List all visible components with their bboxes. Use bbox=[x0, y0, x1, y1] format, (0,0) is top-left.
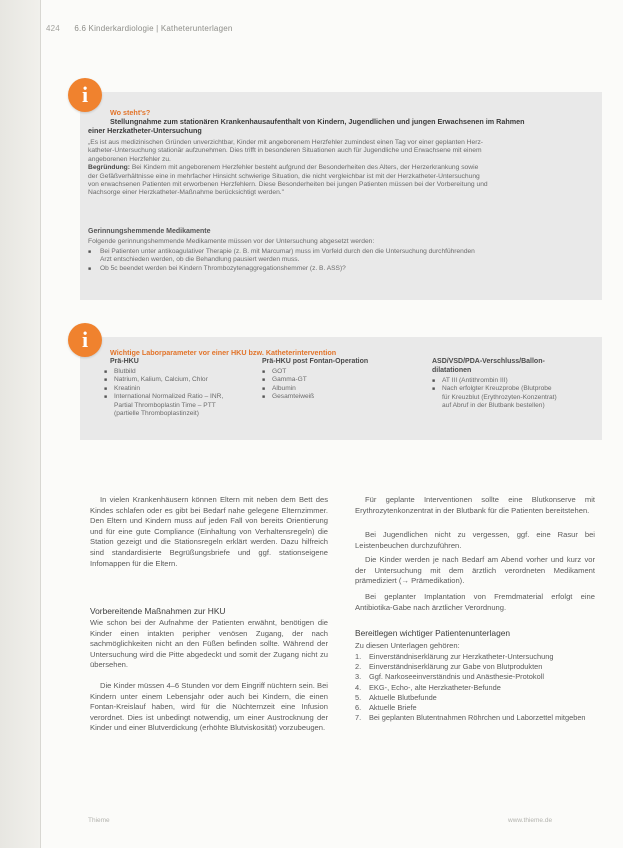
box1-reason-line: Bei Kindern mit angeborenem Herzfehler besteht aufgrund der Besonderheiten des Alters, der Herzerkrankung sowie bbox=[129, 164, 479, 172]
box1-title-line-2: einer Herzkatheter-Untersuchung bbox=[88, 126, 202, 135]
list-item: 5. Aktuelle Blutbefunde bbox=[355, 692, 437, 702]
info-icon: i bbox=[68, 323, 102, 357]
running-title: 6.6 Kinderkardiologie | Katheterunterlagen bbox=[74, 24, 233, 33]
list-item: ■ Nach erfolgter Kreuzprobe (Blutprobe für Kreuzblut (Erythrozyten-Konzentrat) auf Abruf in der Blutbank bestellen) bbox=[432, 385, 597, 410]
list-item: ■ Natrium, Kalium, Calcium, Chlor bbox=[104, 376, 264, 384]
list-item: ■ Gesamteiweiß bbox=[262, 393, 412, 401]
list-item: 6. Aktuelle Briefe bbox=[355, 703, 417, 713]
box1-reason-line: der Gefäßverhältnisse eine in mehrfacher Hinsicht schwierige Situation, die nicht vergleichbar ist mit der Herzkatheter-Untersuchung bbox=[88, 172, 480, 180]
box1-subheading: Gerinnungshemmende Medikamente bbox=[88, 228, 211, 235]
list-item: 7. Bei geplanten Blutentnahmen Röhrchen und Laborzettel mitgeben bbox=[355, 713, 586, 723]
list-item: 4. EKG-, Echo-, alte Herzkatheter-Befunde bbox=[355, 682, 501, 692]
box2-kicker: Wichtige Laborparameter vor einer HKU bzw. Katheterintervention bbox=[110, 348, 337, 357]
list-item: 1. Einverständniserklärung zur Herzkatheter-Untersuchung bbox=[355, 652, 554, 661]
list-item: ■ Albumin bbox=[262, 385, 412, 393]
body-left-para-3: Die Kinder müssen 4–6 Stunden vor dem Eingriff nüchtern sein. Bei Kindern unter einem Lebensjahr oder auch bei Kindern, die einen Fontan-Kreislauf haben, wird für die Nüchternzeit eine Infusion verordnet. Dies ist unbedingt notwendig, um einer Austrocknung der Kinder und einer Blutverdickung (erhöhte Blutviskosität) vorzubeugen. bbox=[90, 681, 328, 733]
body-left-para-1: In vielen Krankenhäusern können Eltern mit neben dem Bett des Kindes schlafen oder es gibt bei Bedarf nahe gelegene Elternzimmer. Den Eltern und Kindern muss auf jeden Fall von bereits Orientierung und für eine gute Compliance (Einhaltung von Verhaltensregeln) die Station gezeigt und die Stationsregeln erklärt werden. Dazu hilfreich sind standardisierte Begrüßungsbriefe und ggf. stationseigene Infomappen für die Eltern. bbox=[90, 495, 328, 568]
documents-list bbox=[355, 652, 595, 723]
col3-list bbox=[432, 377, 597, 411]
list-item: ■ Ob 5c beendet werden bei Kindern Thrombozytenaggregationshemmer (z. B. ASS)? bbox=[88, 265, 594, 273]
body-left-para-2: Wie schon bei der Aufnahme der Patienten erwähnt, benötigen die Kinder einen intakten peripher venösen Zugang, der nach sachmöglichkeiten nicht an den Füßen befinden sollte. Während der Untersuchung wird die Pitte abgedeckt und somit der Zugang nicht zu übersehen. bbox=[90, 618, 328, 670]
footer-url: www.thieme.de bbox=[508, 817, 553, 824]
box1-bullet-list bbox=[88, 248, 594, 273]
box1-text-line: angeborenen Herzfehler zu. bbox=[88, 155, 171, 163]
col3-heading: ASD/VSD/PDA-Verschluss/Ballon- dilatationen bbox=[432, 358, 545, 374]
box1-reason-line: von erwachsenen Patienten mit erworbenen Herzfehlern. Diese Besonderheiten bei jungen Patienten müssen bei der Vorbereitung und bbox=[88, 181, 488, 189]
list-item: ■ Kreatinin bbox=[104, 385, 264, 393]
documents-intro: Zu diesen Unterlagen gehören: bbox=[355, 641, 460, 650]
box1-text-line: „Es ist aus medizinischen Gründen unverzichtbar, Kinder mit angeborenem Herzfehler zumindest einen Tag vor einer geplanten Herz- bbox=[88, 139, 484, 146]
box1-subintro: Folgende gerinnungshemmende Medikamente müssen vor der Untersuchung abgesetzt werden: bbox=[88, 238, 375, 245]
list-item: ■ International Normalized Ratio – INR, Partial Thromboplastin Time – PTT (partielle Thromboplastinzeit) bbox=[104, 393, 264, 418]
body-right-para-1: Für geplante Interventionen sollte eine Blutkonserve mit Erythrozytenkonzentrat in der Blutbank für die Patienten bereitstehen. bbox=[355, 495, 595, 515]
list-item: ■ Bei Patienten unter antikoagulativer Therapie (z. B. mit Marcumar) muss im Vorfeld durch den die Untersuchung durchführenden Arzt entschieden werden, ob die Behandlung pausiert werden muss. bbox=[88, 248, 594, 265]
page-number: 424 bbox=[46, 24, 60, 33]
footer-publisher: Thieme bbox=[88, 817, 110, 824]
list-item: 2. Einverständniserklärung zur Gabe von Blutprodukten bbox=[355, 662, 543, 672]
info-icon: i bbox=[68, 78, 102, 112]
box1-reason-line: Nachsorge einer Herzkatheter-Maßnahme berücksichtigt werden." bbox=[88, 189, 285, 197]
list-item: ■ GOT bbox=[262, 368, 412, 376]
box1-text-line: katheter-Untersuchung stationär aufzunehmen. Dies trifft in besonderen Situationen auch für Jugendliche und Erwachsene mit einem bbox=[88, 147, 482, 155]
box1-kicker: Wo steht's? bbox=[110, 108, 151, 117]
col1-list bbox=[104, 368, 264, 418]
list-item: 3. Ggf. Narkoseeinverständnis und Anästhesie-Protokoll bbox=[355, 672, 545, 682]
list-item: ■ Blutbild bbox=[104, 368, 264, 376]
col2-heading: Prä-HKU post Fontan-Operation bbox=[262, 358, 369, 365]
col2-list bbox=[262, 368, 412, 402]
list-item: ■ Gamma-GT bbox=[262, 376, 412, 384]
body-right-para-2: Bei Jugendlichen nicht zu vergessen, ggf. eine Rasur bei Leistenbeuchen durchzuführen. bbox=[355, 530, 595, 550]
section-heading-preparation: Vorbereitende Maßnahmen zur HKU bbox=[90, 606, 226, 616]
box1-reason-label: Begründung: bbox=[88, 164, 130, 172]
body-right-para-4: Bei geplanter Implantation von Fremdmaterial erfolgt eine Antibiotika-Gabe nach ärztlicher Verordnung. bbox=[355, 592, 595, 612]
running-header bbox=[46, 24, 233, 33]
page-gutter bbox=[0, 0, 40, 848]
section-heading-documents: Bereitlegen wichtiger Patientenunterlagen bbox=[355, 628, 511, 638]
col1-heading: Prä-HKU bbox=[110, 358, 139, 365]
list-item: ■ AT III (Antithrombin III) bbox=[432, 377, 597, 385]
body-right-para-3: Die Kinder werden je nach Bedarf am Abend vorher und kurz vor der Untersuchung mit dem ärztlich verordneten Medikament prämediziert (→ Prämedikation). bbox=[355, 555, 595, 586]
box1-quote bbox=[88, 139, 594, 198]
box1-title-line-1: Stellungnahme zum stationären Krankenhausaufenthalt von Kindern, Jugendlichen und jungen Erwachsenen im Rahmen bbox=[110, 117, 525, 126]
